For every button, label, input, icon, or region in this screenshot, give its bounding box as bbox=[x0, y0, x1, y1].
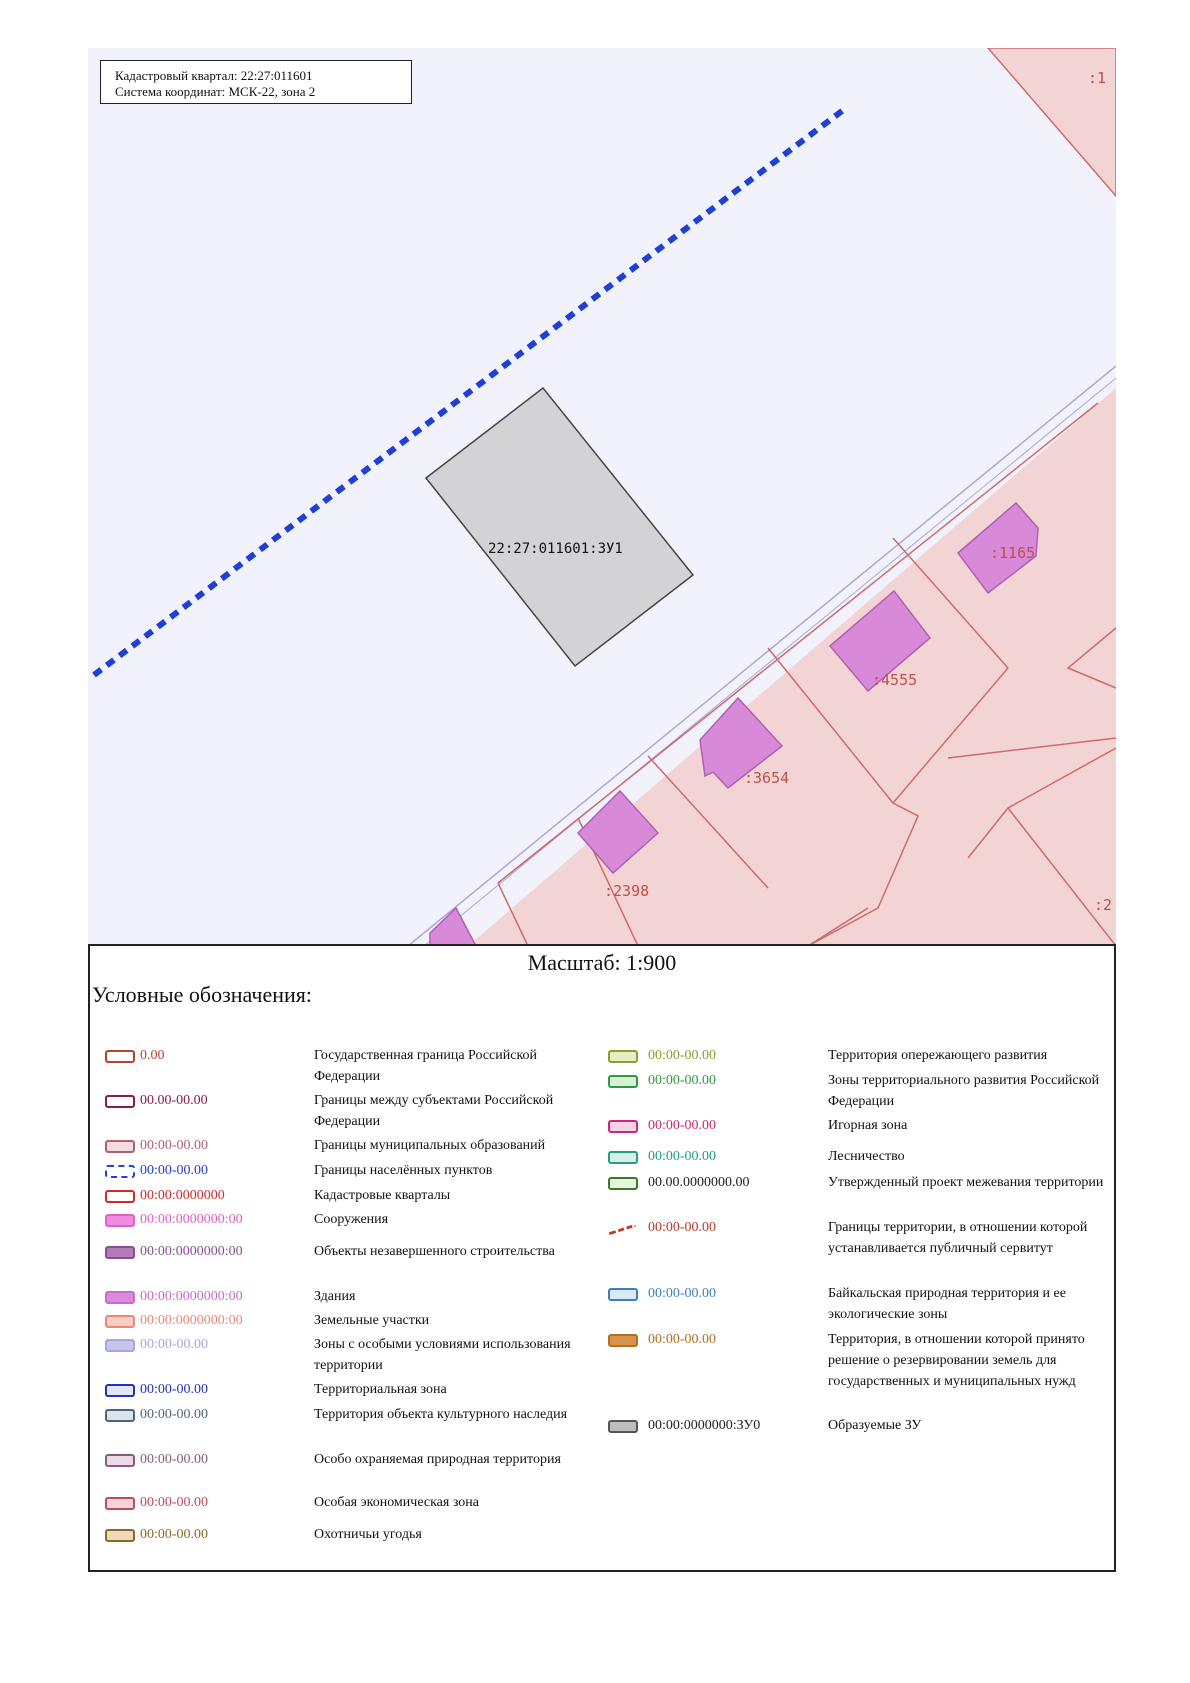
legend-description: Территориальная зона bbox=[314, 1382, 447, 1397]
legend-symbol bbox=[105, 1339, 135, 1352]
legend-code: 00:00:0000000:00 bbox=[140, 1212, 243, 1227]
legend-code: 00:00:0000000 bbox=[140, 1188, 225, 1203]
legend-code: 00:00-00.00 bbox=[648, 1332, 717, 1347]
legend-code: 00:00-00.00 bbox=[648, 1118, 717, 1133]
legend-code: 00:00-00.00 bbox=[140, 1495, 209, 1510]
legend-symbol bbox=[105, 1050, 135, 1063]
legend-description: Здания bbox=[314, 1289, 356, 1304]
legend-code: 00.00.0000000.00 bbox=[648, 1175, 750, 1190]
legend-code: 00:00-00.00 bbox=[140, 1527, 209, 1542]
legend-description: Зоны с особыми условиями использования территории bbox=[314, 1337, 571, 1373]
legend-code: 00:00-00.00 bbox=[140, 1407, 209, 1422]
legend-description: Образуемые ЗУ bbox=[828, 1418, 922, 1433]
legend-description: Зоны территориального развития Российской Федерации bbox=[828, 1073, 1100, 1109]
legend-description: Игорная зона bbox=[828, 1118, 908, 1133]
legend-description: Утвержденный проект межевания территории bbox=[828, 1175, 1104, 1190]
legend-code: 00.00-00.00 bbox=[140, 1093, 208, 1108]
legend-description: Лесничество bbox=[828, 1149, 905, 1164]
label-1165: :1165 bbox=[990, 544, 1036, 562]
legend-symbol bbox=[608, 1420, 638, 1433]
coordinate-system: Система координат: МСК-22, зона 2 bbox=[115, 84, 316, 99]
legend-description: Государственная граница Российской Федерации bbox=[314, 1048, 538, 1084]
legend-description: Сооружения bbox=[314, 1212, 389, 1227]
map-scale: Масштаб: 1:900 bbox=[527, 950, 677, 975]
legend-code: 00:00:0000000:00 bbox=[140, 1313, 243, 1328]
legend-description: Особая экономическая зона bbox=[314, 1495, 479, 1510]
plot-label: 22:27:011601:ЗУ1 bbox=[488, 541, 623, 557]
label-right: :2 bbox=[1094, 896, 1113, 914]
legend-symbol bbox=[608, 1120, 638, 1133]
legend-symbol bbox=[105, 1214, 135, 1227]
legend-symbol bbox=[608, 1075, 638, 1088]
legend-code: 00:00-00.00 bbox=[140, 1138, 209, 1153]
legend-code: 0.00 bbox=[140, 1048, 165, 1063]
legend-symbol bbox=[105, 1291, 135, 1304]
legend-symbol bbox=[608, 1177, 638, 1190]
legend-symbol bbox=[105, 1190, 135, 1203]
legend-code: 00:00-00.00 bbox=[648, 1149, 717, 1164]
legend-symbol bbox=[608, 1050, 638, 1063]
legend-description: Границы территории, в отношении которой устанавливается публичный сервитут bbox=[828, 1220, 1088, 1256]
legend-code: 00:00-00.00 bbox=[648, 1220, 717, 1235]
legend-code: 00:00-00.00 bbox=[140, 1163, 209, 1178]
legend-description: Территория объекта культурного наследия bbox=[314, 1407, 568, 1422]
legend-code: 00:00-00.00 bbox=[140, 1382, 209, 1397]
legend-code: 00:00:0000000:00 bbox=[140, 1289, 243, 1304]
legend-description: Границы между субъектами Российской Федерации bbox=[314, 1093, 554, 1129]
info-box bbox=[100, 60, 412, 104]
legend-symbol bbox=[105, 1095, 135, 1108]
label-2398: :2398 bbox=[604, 882, 650, 900]
legend-symbol bbox=[105, 1454, 135, 1467]
legend-symbol bbox=[105, 1246, 135, 1259]
legend-description: Границы муниципальных образований bbox=[314, 1138, 546, 1153]
label-top-right: :1 bbox=[1088, 69, 1107, 87]
legend-description: Охотничьи угодья bbox=[314, 1527, 422, 1542]
legend-symbol bbox=[105, 1165, 135, 1178]
legend-symbol bbox=[608, 1151, 638, 1164]
legend-symbol bbox=[608, 1334, 638, 1347]
cadastral-quarter: Кадастровый квартал: 22:27:011601 bbox=[115, 68, 313, 83]
label-4555: :4555 bbox=[872, 671, 918, 689]
legend-description: Территория, в отношении которой принято решение о резервировании земель для государственных и муниципальных нужд bbox=[828, 1332, 1085, 1389]
legend-symbol bbox=[105, 1409, 135, 1422]
legend-code: 00:00-00.00 bbox=[648, 1286, 717, 1301]
legend-description: Территория опережающего развития bbox=[828, 1048, 1048, 1063]
legend-description: Особо охраняемая природная территория bbox=[314, 1452, 561, 1467]
legend-symbol bbox=[105, 1315, 135, 1328]
legend-code: 00:00-00.00 bbox=[648, 1048, 717, 1063]
legend-description: Кадастровые кварталы bbox=[314, 1188, 451, 1203]
legend-code: 00:00-00.00 bbox=[140, 1337, 209, 1352]
legend-symbol bbox=[608, 1288, 638, 1301]
legend-code: 00:00:0000000:ЗУ0 bbox=[648, 1418, 761, 1433]
legend-code: 00:00-00.00 bbox=[140, 1452, 209, 1467]
legend-symbol bbox=[105, 1529, 135, 1542]
cadastral-map[interactable] bbox=[88, 48, 1116, 946]
legend-description: Земельные участки bbox=[314, 1313, 430, 1328]
legend-symbol bbox=[105, 1497, 135, 1510]
legend-description: Объекты незавершенного строительства bbox=[314, 1244, 555, 1259]
legend-description: Границы населённых пунктов bbox=[314, 1163, 493, 1178]
legend-symbol bbox=[105, 1384, 135, 1397]
legend-symbol bbox=[105, 1140, 135, 1153]
legend-title: Условные обозначения: bbox=[92, 982, 313, 1007]
legend-code: 00:00-00.00 bbox=[648, 1073, 717, 1088]
legend-code: 00:00:0000000:00 bbox=[140, 1244, 243, 1259]
label-3654: :3654 bbox=[744, 769, 790, 787]
legend-description: Байкальская природная территория и ее экологические зоны bbox=[828, 1286, 1066, 1322]
